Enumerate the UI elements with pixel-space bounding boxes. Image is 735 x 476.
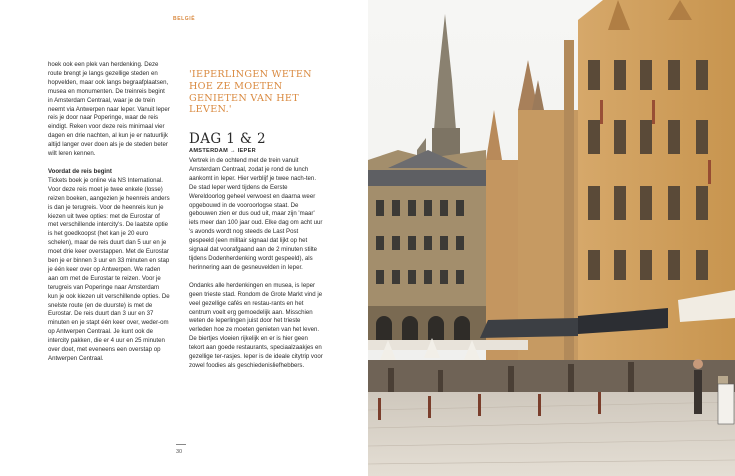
- middle-column: [189, 157, 323, 371]
- day-title: DAG 1 & 2: [189, 131, 267, 147]
- section-tag: BELGIË: [173, 16, 196, 22]
- route-label: AMSTERDAM → IEPER: [189, 148, 256, 154]
- left-column: [48, 61, 170, 364]
- day-paragraph-2: Ondanks alle herdenkingen en musea, is Ieper geen trieste stad. Rondom de Grote Markt vind je veel gezellige cafés en restau-rants en het centrum voelt erg gemoedelijk aan. Misschien weten de Ieperlingen juist door het trieste verleden hoe ze moeten genieten van het leven. De biertjes vloeien rijkelijk en er is hier geen tekort aan goede restaurants, speciaalzaakjes en gezellige ter-rasjes. Ieper is de ideale citytrip voor zowel foodies als geschiedenisliefhebbers.: [189, 281, 323, 369]
- pull-quote: 'IEPERLINGEN WETEN HOE ZE MOETEN GENIETEN VAN HET LEVEN.': [189, 69, 312, 116]
- page-number-rule: [176, 444, 186, 445]
- day-paragraph-1: Vertrek in de ochtend met de trein vanuit Amsterdam Centraal, zodat je rond de lunch aankomt in Ieper. Hier verblijf je twee nach-ten. De stad Ieper werd tijdens de Eerste Wereldoorlog geheel verwoest en daarna weer opgebouwd in de vooroorlogse staat. De gebouwen zien er dus oud uit, maar zijn 'maar' iets meer dan 100 jaar oud. Elke dag om acht uur 's avonds wordt nog steeds de Last Post gespeeld (een militair signaal dat lijkt op het signaal dat voorafgaand aan de 2 minuten stilte tijdens Dodenherdenking wordt gespeeld), als herinnering aan de gesneuvelden in Ieper.: [189, 157, 323, 271]
- page-number: 30: [176, 449, 183, 455]
- intro-paragraph: hoek ook een plek van herdenking. Deze route brengt je langs gezellige steden en hopvelden, maar ook langs begraafplaatsen, musea en monumenten. De treinreis begint in Amsterdam Centraal, waar je de trein neemt via Antwerpen naar Ieper. Vanuit Ieper reis je door naar Poperinge, waar de reis eindigt. Reken voor deze reis minimaal vier dagen en drie nachten, al kun je er natuurlijk altijd langer over doen als je de steden beter wilt leren kennen.: [48, 61, 170, 158]
- subheading: Voordat de reis begint: [48, 167, 112, 175]
- tickets-paragraph: Tickets boek je online via NS International. Voor deze reis moet je twee enkele (losse) reizen boeken, aangezien je heenreis anders is dan je terugreis. Voor de heenreis kun je kiezen uit twee opties: met de Eurostar of met verschillende intercity's. De laatste optie is het goedkoopst (het kan je 20 euro schelen), maar de reis duurt dan 5 uur en je moet drie keer overstappen. Met de Eurostar ben je er binnen 3 uur en 33 minuten en stap je één keer over op Antwerpen. We raden aan om met de Eurostar te reizen. Voor je terugreis van Poperinge naar Amsterdam kun je ook kiezen uit verschillende opties. De snelste route (en de duurste) is met de Eurostar. De reis duurt dan 3 uur en 37 minuten en je stapt één keer over, weder-om op Antwerpen Centraal. Je kunt ook de intercity pakken, die er 4 uur en 25 minuten over doet, met eveneens een overstap op Antwerpen Centraal.: [48, 176, 170, 362]
- ieper-square-photo: [368, 0, 735, 476]
